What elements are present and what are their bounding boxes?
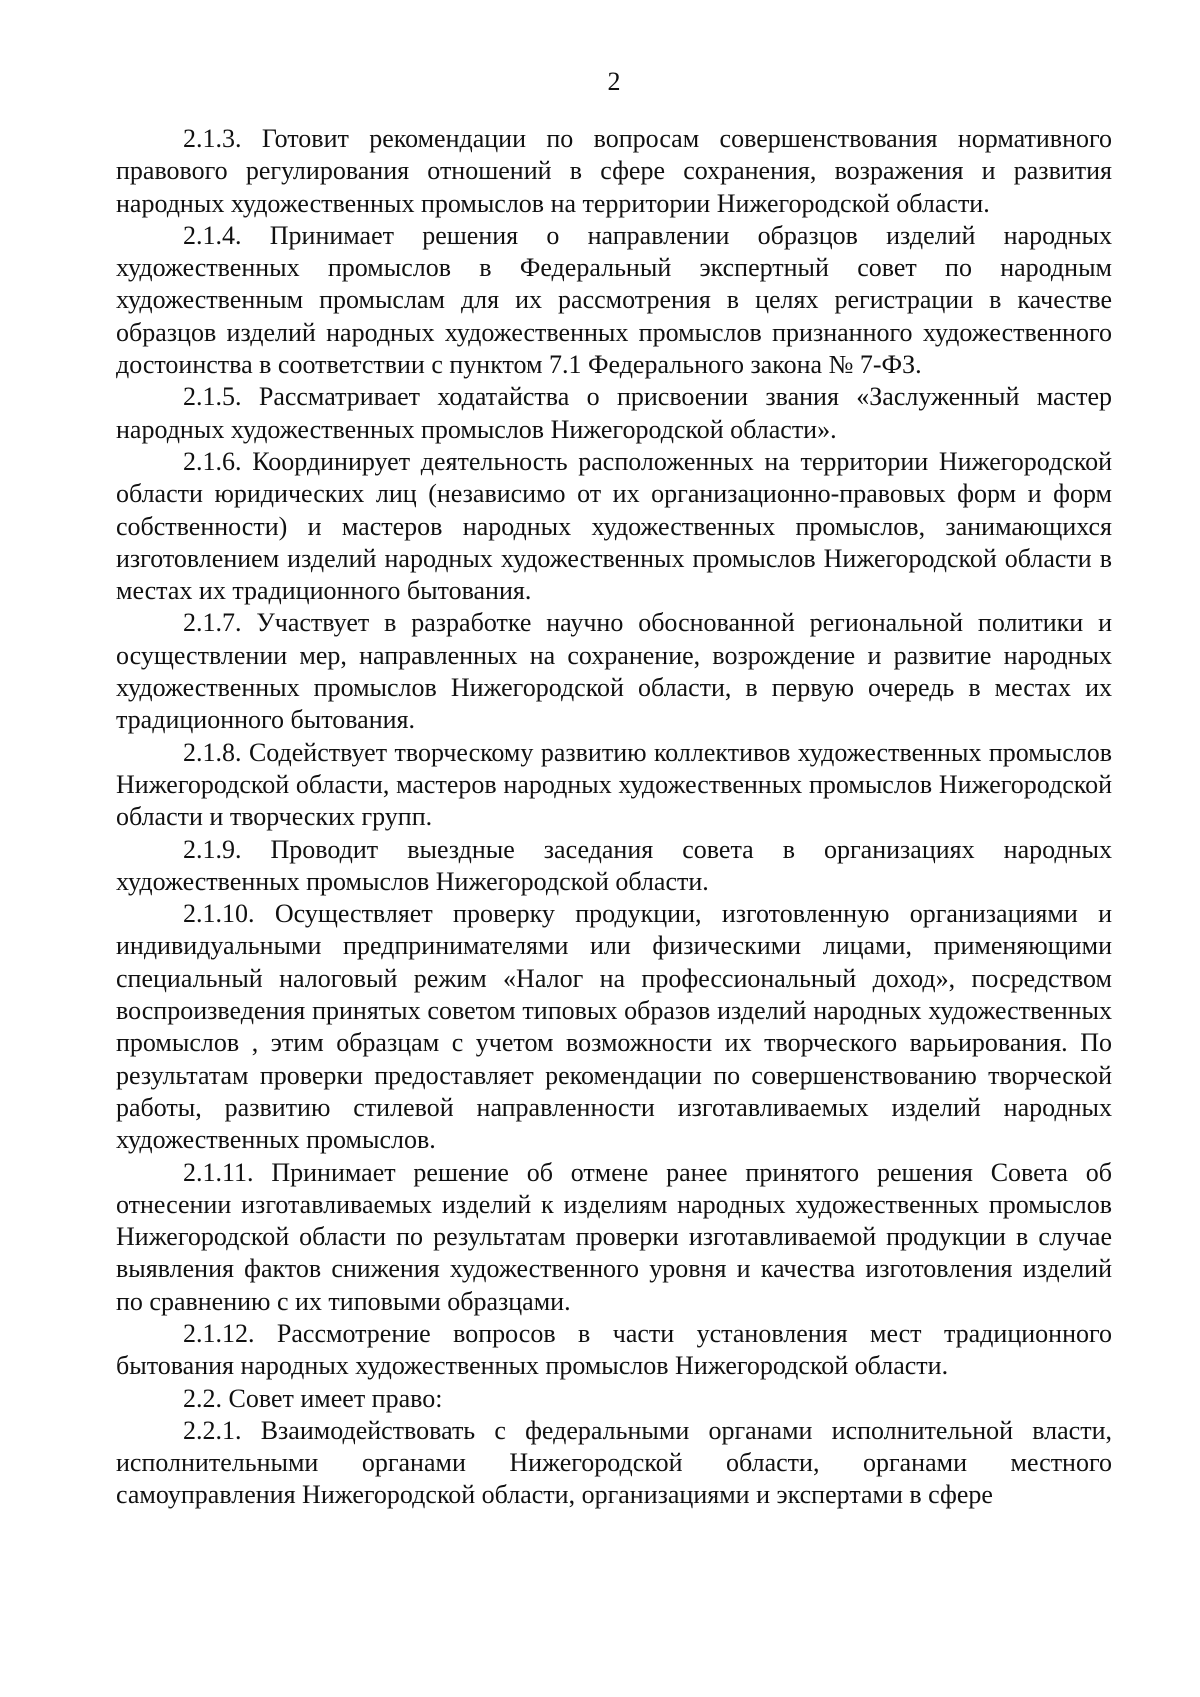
paragraph-2-1-7: 2.1.7. Участвует в разработке научно обоснованной региональной политики и осуществлении мер, направленных на сохранение, возрождение и развитие народных художественных промыслов Нижегородской области, в первую очередь в местах их традиционного бытования. (116, 608, 1112, 735)
paragraph-2-1-12: 2.1.12. Рассмотрение вопросов в части установления мест традиционного бытования народных художественных промыслов Нижегородской области. (116, 1318, 1112, 1381)
paragraph-2-1-6: 2.1.6. Координирует деятельность расположенных на территории Нижегородской области юридических лиц (независимо от их организационно-правовых форм и форм собственности) и мастеров народных художественных промыслов, занимающихся изготовлением изделий народных художественных промыслов Нижегородской области в местах их традиционного бытования. (116, 446, 1112, 606)
paragraph-2-1-5: 2.1.5. Рассматривает ходатайства о присвоении звания «Заслуженный мастер народных художественных промыслов Нижегородской области». (116, 382, 1112, 444)
paragraph-2-1-3: 2.1.3. Готовит рекомендации по вопросам совершенствования нормативного правового регулирования отношений в сфере сохранения, возражения и развития народных художественных промыслов на территории Нижегородской области. (116, 124, 1112, 218)
paragraph-2-1-10: 2.1.10. Осуществляет проверку продукции, изготовленную организациями и индивидуальными предпринимателями или физическими лицами, применяющими специальный налоговый режим «Налог на профессиональный доход», посредством воспроизведения принятых советом типовых образов изделий народных художественных промыслов , этим образцам с учетом возможности их творческого варьирования. По результатам проверки предоставляет рекомендации по совершенствованию творческой работы, развитию стилевой направленности изготавливаемых изделий народных художественных промыслов. (116, 899, 1112, 1155)
document-page (116, 66, 1112, 1512)
paragraph-2-1-4: 2.1.4. Принимает решения о направлении образцов изделий народных художественных промыслов в Федеральный экспертный совет по народным художественным промыслам для их рассмотрения в целях регистрации в качестве образцов изделий народных художественных промыслов признанного художественного достоинства в соответствии с пунктом 7.1 Федерального закона № 7-ФЗ. (116, 220, 1112, 380)
paragraph-2-1-11: 2.1.11. Принимает решение об отмене ранее принятого решения Совета об отнесении изготавливаемых изделий к изделиям народных художественных промыслов Нижегородской области по результатам проверки изготавливаемой продукции в случае выявления фактов снижения художественного уровня и качества изготовления изделий по сравнению с их типовыми образцами. (116, 1157, 1112, 1316)
page-number: 2 (607, 67, 621, 96)
paragraph-2-2: 2.2. Совет имеет право: (183, 1383, 443, 1413)
paragraph-2-2-1: 2.2.1. Взаимодействовать с федеральными органами исполнительной власти, исполнительными органами Нижегородской области, органами местного самоуправления Нижегородской области, организациями и экспертами в сфере (116, 1415, 1112, 1510)
paragraph-2-1-9: 2.1.9. Проводит выездные заседания совета в организациях народных художественных промыслов Нижегородской области. (116, 834, 1112, 896)
paragraph-2-1-8: 2.1.8. Содействует творческому развитию коллективов художественных промыслов Нижегородской области, мастеров народных художественных промыслов Нижегородской области и творческих групп. (116, 737, 1112, 832)
